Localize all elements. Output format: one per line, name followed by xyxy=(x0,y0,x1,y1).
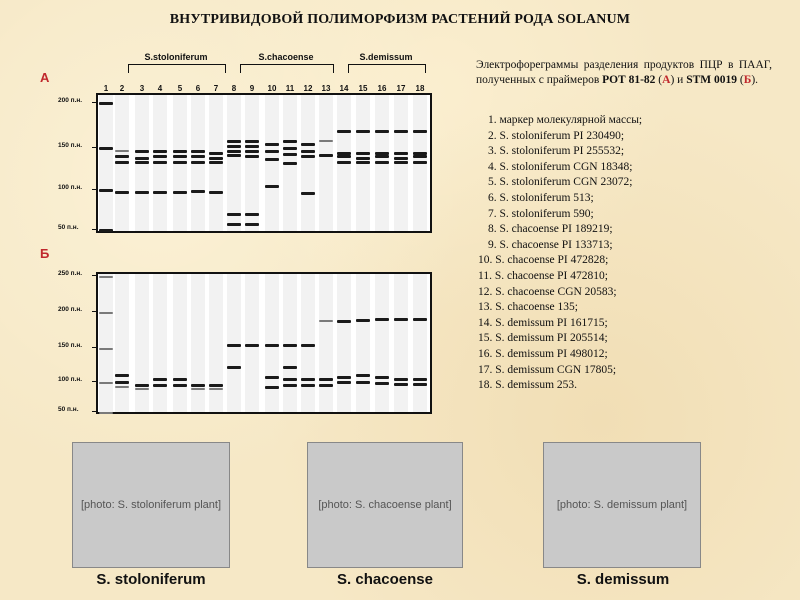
panel-label-a: А xyxy=(40,70,50,85)
gel-lane xyxy=(301,274,315,412)
gel-band xyxy=(135,191,149,194)
lane-number: 15 xyxy=(358,84,368,93)
gel-band xyxy=(301,192,315,195)
legend-item: 10. S. chacoense PI 472828; xyxy=(478,254,609,267)
lane-number: 13 xyxy=(321,84,331,93)
gel-band xyxy=(265,143,279,146)
gel-band xyxy=(394,130,408,133)
gel-band xyxy=(301,143,315,146)
lane-number: 12 xyxy=(303,84,313,93)
gel-band xyxy=(319,320,333,322)
gel-band xyxy=(375,318,389,321)
gel-band xyxy=(153,161,167,164)
gel-lane xyxy=(265,274,279,412)
gel-lane xyxy=(319,95,333,231)
gel-band xyxy=(115,381,129,384)
gel-band xyxy=(265,150,279,153)
legend-item: 8. S. chacoense PI 189219; xyxy=(488,223,613,236)
gel-band xyxy=(115,150,129,152)
gel-band xyxy=(394,378,408,381)
caption-stoloniferum: S. stoloniferum xyxy=(96,571,206,588)
gel-lane xyxy=(227,95,241,231)
legend-item: 15. S. demissum PI 205514; xyxy=(478,332,608,345)
gel-lane xyxy=(413,95,427,231)
description-text: Электрофореграммы разделения продуктов ПЦР в ПААГ, полученных с праймеров xyxy=(476,59,772,86)
gel-band xyxy=(153,384,167,387)
lane-number: 11 xyxy=(285,84,295,93)
lane-number: 2 xyxy=(119,84,125,93)
gel-lane xyxy=(375,274,389,412)
gel-band xyxy=(191,384,205,387)
caption-chacoense: S. chacoense xyxy=(337,571,433,588)
gel-band xyxy=(191,150,205,153)
gel-band xyxy=(356,374,370,377)
legend-item: 4. S. stoloniferum CGN 18348; xyxy=(488,160,633,173)
gel-band xyxy=(245,155,259,158)
gel-band xyxy=(375,376,389,379)
gel-lane xyxy=(191,95,205,231)
gel-lane xyxy=(153,274,167,412)
gel-lane xyxy=(283,95,297,231)
gel-lane xyxy=(99,274,113,412)
bp-label: 250 п.н. xyxy=(58,270,83,277)
gel-band xyxy=(375,155,389,158)
gel-band xyxy=(265,344,279,347)
legend-item: 6. S. stoloniferum 513; xyxy=(488,191,594,204)
gel-band xyxy=(413,318,427,321)
gel-band xyxy=(283,140,297,143)
gel-band xyxy=(413,378,427,381)
gel-band xyxy=(245,145,259,148)
gel-lane xyxy=(99,95,113,231)
lane-number: 9 xyxy=(249,84,255,93)
gel-band xyxy=(209,384,223,387)
gel-band xyxy=(337,161,351,164)
gel-a xyxy=(96,93,432,233)
gel-band xyxy=(227,150,241,153)
gel-band xyxy=(227,145,241,148)
gel-band xyxy=(356,157,370,160)
gel-band xyxy=(375,161,389,164)
legend-item: 3. S. stoloniferum PI 255532; xyxy=(488,145,625,158)
primer-b-letter: Б xyxy=(743,74,752,86)
gel-band xyxy=(115,191,129,194)
lane-number: 14 xyxy=(339,84,349,93)
gel-band xyxy=(173,150,187,153)
gel-lane xyxy=(337,274,351,412)
gel-lane xyxy=(394,95,408,231)
gel-band xyxy=(375,382,389,385)
gel-band xyxy=(209,152,223,155)
gel-lane xyxy=(413,274,427,412)
gel-band xyxy=(319,140,333,142)
species-bracket-stoloniferum xyxy=(128,64,226,73)
gel-band xyxy=(153,378,167,381)
lane-number: 10 xyxy=(267,84,277,93)
gel-lane xyxy=(356,274,370,412)
lane-number: 6 xyxy=(195,84,201,93)
gel-band xyxy=(135,388,149,390)
lane-number: 7 xyxy=(213,84,219,93)
bp-label: 200 п.н. xyxy=(58,306,83,313)
lane-number: 17 xyxy=(396,84,406,93)
gel-band xyxy=(394,383,408,386)
gel-band xyxy=(245,140,259,143)
gel-band xyxy=(283,378,297,381)
bp-tick xyxy=(92,411,98,412)
gel-band xyxy=(337,320,351,323)
gel-lane xyxy=(227,274,241,412)
gel-band xyxy=(245,223,259,226)
gel-band xyxy=(301,150,315,153)
bp-tick xyxy=(92,275,98,276)
gel-lane xyxy=(319,274,333,412)
primer-a: РОТ 81-82 xyxy=(602,74,656,86)
gel-band xyxy=(115,161,129,164)
gel-band xyxy=(413,130,427,133)
gel-band xyxy=(209,191,223,194)
gel-band xyxy=(191,155,205,158)
legend-item: 18. S. demissum 253. xyxy=(478,379,578,392)
bp-label: 150 п.н. xyxy=(58,142,83,149)
bp-label: 150 п.н. xyxy=(58,342,83,349)
gel-band xyxy=(191,190,205,193)
legend-item: 11. S. chacoense PI 472810; xyxy=(478,269,608,282)
species-header-stoloniferum: S.stoloniferum xyxy=(144,52,208,62)
gel-lane xyxy=(209,95,223,231)
gel-band xyxy=(227,213,241,216)
gel-band xyxy=(265,158,279,161)
gel-band xyxy=(283,384,297,387)
photo-chacoense: [photo: S. chacoense plant] xyxy=(307,442,463,568)
lane-legend xyxy=(478,113,788,394)
gel-band xyxy=(99,147,113,150)
gel-band xyxy=(319,384,333,387)
gel-lane xyxy=(173,274,187,412)
gel-band xyxy=(319,378,333,381)
gel-band xyxy=(153,155,167,158)
gel-lane xyxy=(191,274,205,412)
gel-b xyxy=(96,272,432,414)
gel-band xyxy=(135,161,149,164)
legend-item: 16. S. demissum PI 498012; xyxy=(478,347,608,360)
gel-band xyxy=(99,382,113,384)
gel-band xyxy=(135,384,149,387)
bp-tick xyxy=(92,189,98,190)
gel-band xyxy=(153,191,167,194)
gel-band xyxy=(227,223,241,226)
gel-band xyxy=(115,374,129,377)
gel-band xyxy=(99,348,113,350)
gel-band xyxy=(413,155,427,158)
bp-tick xyxy=(92,381,98,382)
legend-item: 1. маркер молекулярной массы; xyxy=(488,114,643,126)
gel-band xyxy=(99,229,113,232)
bp-tick xyxy=(92,229,98,230)
gel-lane xyxy=(209,274,223,412)
gel-band xyxy=(265,386,279,389)
gel-band xyxy=(356,152,370,155)
gel-lane xyxy=(265,95,279,231)
bp-tick xyxy=(92,102,98,103)
legend-item: 5. S. stoloniferum CGN 23072; xyxy=(488,176,633,189)
gel-band xyxy=(283,153,297,156)
gel-band xyxy=(245,150,259,153)
gel-band xyxy=(135,150,149,153)
legend-item: 2. S. stoloniferum PI 230490; xyxy=(488,129,625,142)
bp-tick xyxy=(92,347,98,348)
gel-band xyxy=(99,276,113,278)
gel-band xyxy=(99,312,113,314)
gel-band xyxy=(209,161,223,164)
gel-band xyxy=(99,102,113,105)
gel-band xyxy=(209,157,223,160)
legend-item: 9. S. chacoense PI 133713; xyxy=(488,238,613,251)
gel-band xyxy=(301,344,315,347)
gel-lane xyxy=(356,95,370,231)
gel-band xyxy=(99,412,113,414)
gel-band xyxy=(356,130,370,133)
gel-band xyxy=(173,155,187,158)
gel-band xyxy=(191,161,205,164)
lane-number: 3 xyxy=(139,84,145,93)
gel-band xyxy=(265,376,279,379)
gel-lane xyxy=(115,274,129,412)
gel-band xyxy=(173,161,187,164)
primer-b: STM 0019 xyxy=(686,74,737,86)
gel-band xyxy=(356,319,370,322)
gel-band xyxy=(191,388,205,390)
gel-band xyxy=(394,318,408,321)
gel-lane xyxy=(245,274,259,412)
gel-lane xyxy=(135,95,149,231)
lane-number: 16 xyxy=(377,84,387,93)
bp-label: 200 п.н. xyxy=(58,97,83,104)
gel-band xyxy=(301,384,315,387)
bp-label: 50 п.н. xyxy=(58,406,79,413)
gel-band xyxy=(283,366,297,369)
gel-band xyxy=(375,130,389,133)
gel-band xyxy=(356,161,370,164)
gel-band xyxy=(153,150,167,153)
gel-band xyxy=(283,147,297,150)
gel-band xyxy=(337,381,351,384)
caption-demissum: S. demissum xyxy=(576,571,670,588)
gel-band xyxy=(227,154,241,157)
figure-description: Электрофореграммы разделения продуктов ПЦР в ПААГ, полученных с праймеров РОТ 81-82 (А) и STM 0019 (Б). xyxy=(476,59,772,86)
gel-lane xyxy=(394,274,408,412)
gel-lane xyxy=(301,95,315,231)
gel-band xyxy=(301,378,315,381)
gel-band xyxy=(413,161,427,164)
bp-tick xyxy=(92,311,98,312)
gel-band xyxy=(394,157,408,160)
panel-label-b: Б xyxy=(40,246,50,261)
legend-item: 17. S. demissum CGN 17805; xyxy=(478,363,617,376)
gel-band xyxy=(337,155,351,158)
gel-band xyxy=(265,185,279,188)
photo-demissum: [photo: S. demissum plant] xyxy=(543,442,701,568)
gel-band xyxy=(135,157,149,160)
legend-item: 13. S. chacoense 135; xyxy=(478,301,578,314)
bp-label: 100 п.н. xyxy=(58,376,83,383)
gel-band xyxy=(301,155,315,158)
gel-lane xyxy=(115,95,129,231)
gel-band xyxy=(227,366,241,369)
gel-band xyxy=(115,155,129,158)
gel-lane xyxy=(245,95,259,231)
gel-band xyxy=(337,376,351,379)
gel-band xyxy=(99,189,113,192)
primer-a-letter: А xyxy=(662,74,671,86)
gel-band xyxy=(115,386,129,388)
gel-band xyxy=(227,140,241,143)
gel-band xyxy=(173,378,187,381)
gel-band xyxy=(227,344,241,347)
species-bracket-demissum xyxy=(348,64,426,73)
gel-lane xyxy=(283,274,297,412)
gel-band xyxy=(413,383,427,386)
gel-band xyxy=(394,161,408,164)
legend-item: 12. S. chacoense CGN 20583; xyxy=(478,285,617,298)
lane-number: 4 xyxy=(157,84,163,93)
lane-number: 18 xyxy=(415,84,425,93)
bp-tick xyxy=(92,147,98,148)
gel-band xyxy=(283,162,297,165)
gel-band xyxy=(173,384,187,387)
gel-lane xyxy=(375,95,389,231)
gel-lane xyxy=(337,95,351,231)
gel-band xyxy=(356,381,370,384)
lane-number: 5 xyxy=(177,84,183,93)
gel-band xyxy=(245,213,259,216)
species-header-chacoense: S.chacoense xyxy=(258,52,314,62)
gel-band xyxy=(209,388,223,390)
gel-band xyxy=(283,344,297,347)
species-bracket-chacoense xyxy=(240,64,334,73)
gel-band xyxy=(319,154,333,157)
species-header-demissum: S.demissum xyxy=(359,52,413,62)
bp-label: 50 п.н. xyxy=(58,224,79,231)
photo-stoloniferum: [photo: S. stoloniferum plant] xyxy=(72,442,230,568)
legend-item: 7. S. stoloniferum 590; xyxy=(488,207,594,220)
gel-band xyxy=(245,344,259,347)
gel-band xyxy=(173,191,187,194)
lane-number: 1 xyxy=(103,84,109,93)
gel-band xyxy=(337,130,351,133)
page-title: ВНУТРИВИДОВОЙ ПОЛИМОРФИЗМ РАСТЕНИЙ РОДА SOLANUM xyxy=(169,12,631,27)
legend-item: 14. S. demissum PI 161715; xyxy=(478,316,608,329)
description-and: и xyxy=(677,74,684,86)
gel-lane xyxy=(153,95,167,231)
gel-lane xyxy=(135,274,149,412)
gel-lane xyxy=(173,95,187,231)
bp-label: 100 п.н. xyxy=(58,184,83,191)
gel-band xyxy=(394,152,408,155)
lane-number: 8 xyxy=(231,84,237,93)
